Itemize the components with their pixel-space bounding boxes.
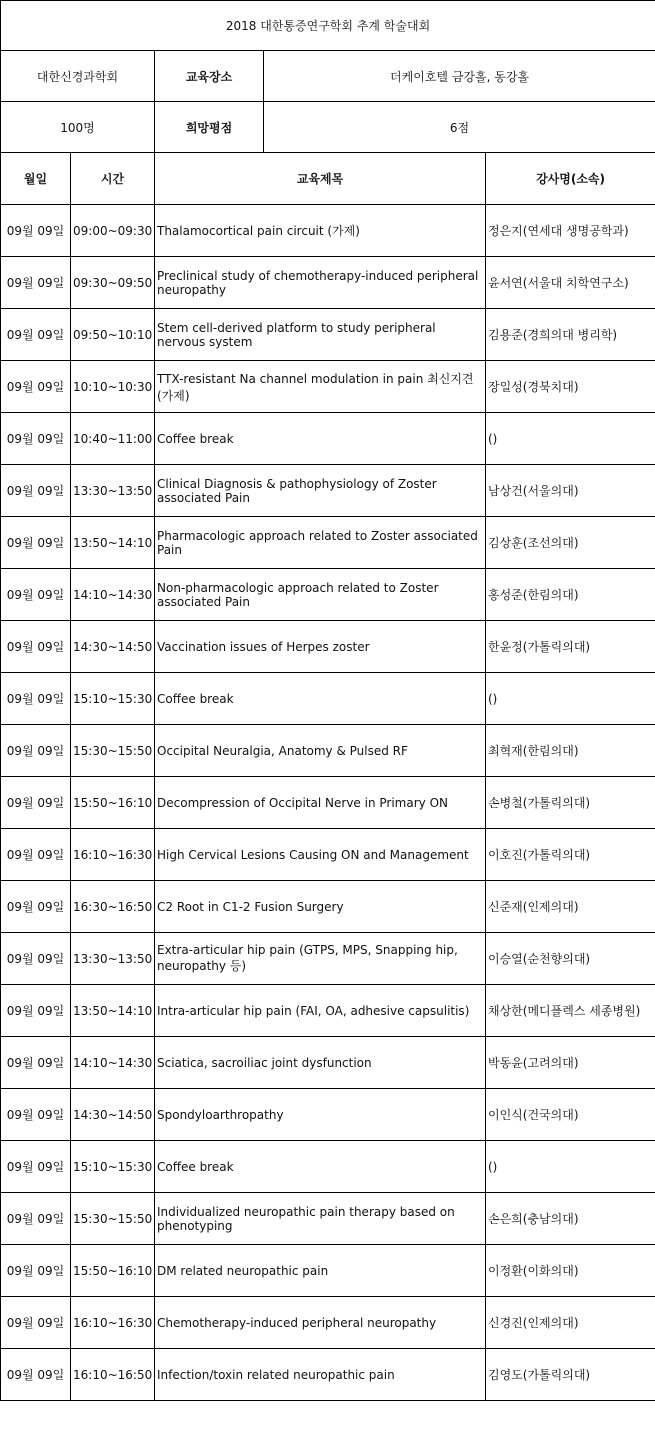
row-date: 09월 09일 — [1, 881, 71, 933]
row-time: 15:50~16:10 — [71, 777, 155, 829]
row-date: 09월 09일 — [1, 1141, 71, 1193]
row-speaker: 이호진(가톨릭의대) — [486, 829, 655, 881]
row-date: 09월 09일 — [1, 569, 71, 621]
row-title: TTX-resistant Na channel modulation in pain 최신지견 (가제) — [155, 361, 486, 413]
row-date: 09월 09일 — [1, 673, 71, 725]
row-speaker: 김용준(경희의대 병리학) — [486, 309, 655, 361]
row-date: 09월 09일 — [1, 1089, 71, 1141]
row-time: 14:30~14:50 — [71, 621, 155, 673]
row-date: 09월 09일 — [1, 517, 71, 569]
row-speaker: 윤서연(서울대 치학연구소) — [486, 257, 655, 309]
table-row — [1, 725, 655, 777]
row-date: 09월 09일 — [1, 1193, 71, 1245]
row-date: 09월 09일 — [1, 361, 71, 413]
row-title: Extra-articular hip pain (GTPS, MPS, Snapping hip, neuropathy 등) — [155, 933, 486, 985]
row-time: 09:30~09:50 — [71, 257, 155, 309]
score-row — [1, 102, 655, 153]
row-speaker: 남상건(서울의대) — [486, 465, 655, 517]
row-time: 14:30~14:50 — [71, 1089, 155, 1141]
row-title: Infection/toxin related neuropathic pain — [155, 1349, 486, 1401]
row-time: 09:50~10:10 — [71, 309, 155, 361]
row-title: Non-pharmacologic approach related to Zoster associated Pain — [155, 569, 486, 621]
row-time: 15:30~15:50 — [71, 1193, 155, 1245]
score-label: 희망평점 — [155, 102, 264, 153]
row-time: 10:40~11:00 — [71, 413, 155, 465]
row-title: Coffee break — [155, 413, 486, 465]
row-time: 14:10~14:30 — [71, 1037, 155, 1089]
table-row — [1, 933, 655, 985]
row-title: Occipital Neuralgia, Anatomy & Pulsed RF — [155, 725, 486, 777]
row-date: 09월 09일 — [1, 829, 71, 881]
row-date: 09월 09일 — [1, 621, 71, 673]
row-title: Stem cell-derived platform to study peripheral nervous system — [155, 309, 486, 361]
row-time: 13:50~14:10 — [71, 985, 155, 1037]
row-speaker: () — [486, 673, 655, 725]
row-time: 13:50~14:10 — [71, 517, 155, 569]
row-title: Intra-articular hip pain (FAI, OA, adhesive capsulitis) — [155, 985, 486, 1037]
row-speaker: () — [486, 413, 655, 465]
row-speaker: 최혁재(한림의대) — [486, 725, 655, 777]
venue-row — [1, 51, 655, 102]
row-speaker: 손병철(가톨릭의대) — [486, 777, 655, 829]
table-row — [1, 309, 655, 361]
row-title: Coffee break — [155, 1141, 486, 1193]
table-row — [1, 361, 655, 413]
row-date: 09월 09일 — [1, 205, 71, 257]
row-title: Decompression of Occipital Nerve in Primary ON — [155, 777, 486, 829]
row-date: 09월 09일 — [1, 413, 71, 465]
row-time: 15:10~15:30 — [71, 1141, 155, 1193]
row-speaker: 이정환(이화의대) — [486, 1245, 655, 1297]
table-row — [1, 1037, 655, 1089]
venue-label: 교육장소 — [155, 51, 264, 102]
row-date: 09월 09일 — [1, 985, 71, 1037]
table-row — [1, 829, 655, 881]
row-time: 16:10~16:50 — [71, 1349, 155, 1401]
row-title: Clinical Diagnosis & pathophysiology of Zoster associated Pain — [155, 465, 486, 517]
score-value: 6점 — [264, 102, 655, 153]
header-speaker: 강사명(소속) — [486, 153, 655, 205]
table-row — [1, 777, 655, 829]
row-time: 16:10~16:30 — [71, 829, 155, 881]
organization: 대한신경과학회 — [1, 51, 155, 102]
table-row — [1, 257, 655, 309]
table-row — [1, 1141, 655, 1193]
row-title: Thalamocortical pain circuit (가제) — [155, 205, 486, 257]
row-speaker: 이승열(순천향의대) — [486, 933, 655, 985]
row-speaker: 손은희(충남의대) — [486, 1193, 655, 1245]
table-row — [1, 569, 655, 621]
table-row — [1, 517, 655, 569]
row-speaker: 신경진(인제의대) — [486, 1297, 655, 1349]
row-time: 13:30~13:50 — [71, 933, 155, 985]
row-title: Spondyloarthropathy — [155, 1089, 486, 1141]
title-row — [1, 1, 655, 51]
row-speaker: 신준재(인제의대) — [486, 881, 655, 933]
table-row — [1, 881, 655, 933]
event-title: 2018 대한통증연구학회 추계 학술대회 — [1, 1, 655, 51]
row-time: 15:30~15:50 — [71, 725, 155, 777]
row-time: 16:10~16:30 — [71, 1297, 155, 1349]
row-date: 09월 09일 — [1, 777, 71, 829]
row-title: Pharmacologic approach related to Zoster associated Pain — [155, 517, 486, 569]
table-row — [1, 985, 655, 1037]
row-title: DM related neuropathic pain — [155, 1245, 486, 1297]
row-title: High Cervical Lesions Causing ON and Management — [155, 829, 486, 881]
table-row — [1, 1349, 655, 1401]
attendees: 100명 — [1, 102, 155, 153]
row-speaker: 김영도(가톨릭의대) — [486, 1349, 655, 1401]
row-date: 09월 09일 — [1, 257, 71, 309]
row-speaker: () — [486, 1141, 655, 1193]
row-title: Coffee break — [155, 673, 486, 725]
row-speaker: 이인식(건국의대) — [486, 1089, 655, 1141]
row-date: 09월 09일 — [1, 1245, 71, 1297]
header-title: 교육제목 — [155, 153, 486, 205]
header-time: 시간 — [71, 153, 155, 205]
table-row — [1, 1297, 655, 1349]
row-date: 09월 09일 — [1, 933, 71, 985]
row-date: 09월 09일 — [1, 465, 71, 517]
header-row — [1, 153, 655, 205]
row-speaker: 채상한(메디플렉스 세종병원) — [486, 985, 655, 1037]
row-time: 16:30~16:50 — [71, 881, 155, 933]
table-row — [1, 1245, 655, 1297]
row-speaker: 김상훈(조선의대) — [486, 517, 655, 569]
row-date: 09월 09일 — [1, 725, 71, 777]
row-time: 14:10~14:30 — [71, 569, 155, 621]
table-row — [1, 413, 655, 465]
row-date: 09월 09일 — [1, 1037, 71, 1089]
row-title: Preclinical study of chemotherapy-induced peripheral neuropathy — [155, 257, 486, 309]
row-speaker: 장일성(경북치대) — [486, 361, 655, 413]
table-row — [1, 1193, 655, 1245]
row-title: C2 Root in C1-2 Fusion Surgery — [155, 881, 486, 933]
venue-value: 더케이호텔 금강홀, 동강홀 — [264, 51, 655, 102]
row-speaker: 박동윤(고려의대) — [486, 1037, 655, 1089]
header-date: 월일 — [1, 153, 71, 205]
row-time: 10:10~10:30 — [71, 361, 155, 413]
row-title: Individualized neuropathic pain therapy based on phenotyping — [155, 1193, 486, 1245]
row-time: 09:00~09:30 — [71, 205, 155, 257]
table-row — [1, 465, 655, 517]
row-title: Vaccination issues of Herpes zoster — [155, 621, 486, 673]
table-row — [1, 1089, 655, 1141]
table-row — [1, 673, 655, 725]
row-speaker: 홍성준(한림의대) — [486, 569, 655, 621]
table-row — [1, 205, 655, 257]
row-speaker: 한윤정(가톨릭의대) — [486, 621, 655, 673]
row-speaker: 정은지(연세대 생명공학과) — [486, 205, 655, 257]
row-date: 09월 09일 — [1, 1349, 71, 1401]
row-title: Sciatica, sacroiliac joint dysfunction — [155, 1037, 486, 1089]
row-time: 13:30~13:50 — [71, 465, 155, 517]
row-title: Chemotherapy-induced peripheral neuropathy — [155, 1297, 486, 1349]
row-date: 09월 09일 — [1, 1297, 71, 1349]
row-date: 09월 09일 — [1, 309, 71, 361]
row-time: 15:50~16:10 — [71, 1245, 155, 1297]
table-row — [1, 621, 655, 673]
row-time: 15:10~15:30 — [71, 673, 155, 725]
